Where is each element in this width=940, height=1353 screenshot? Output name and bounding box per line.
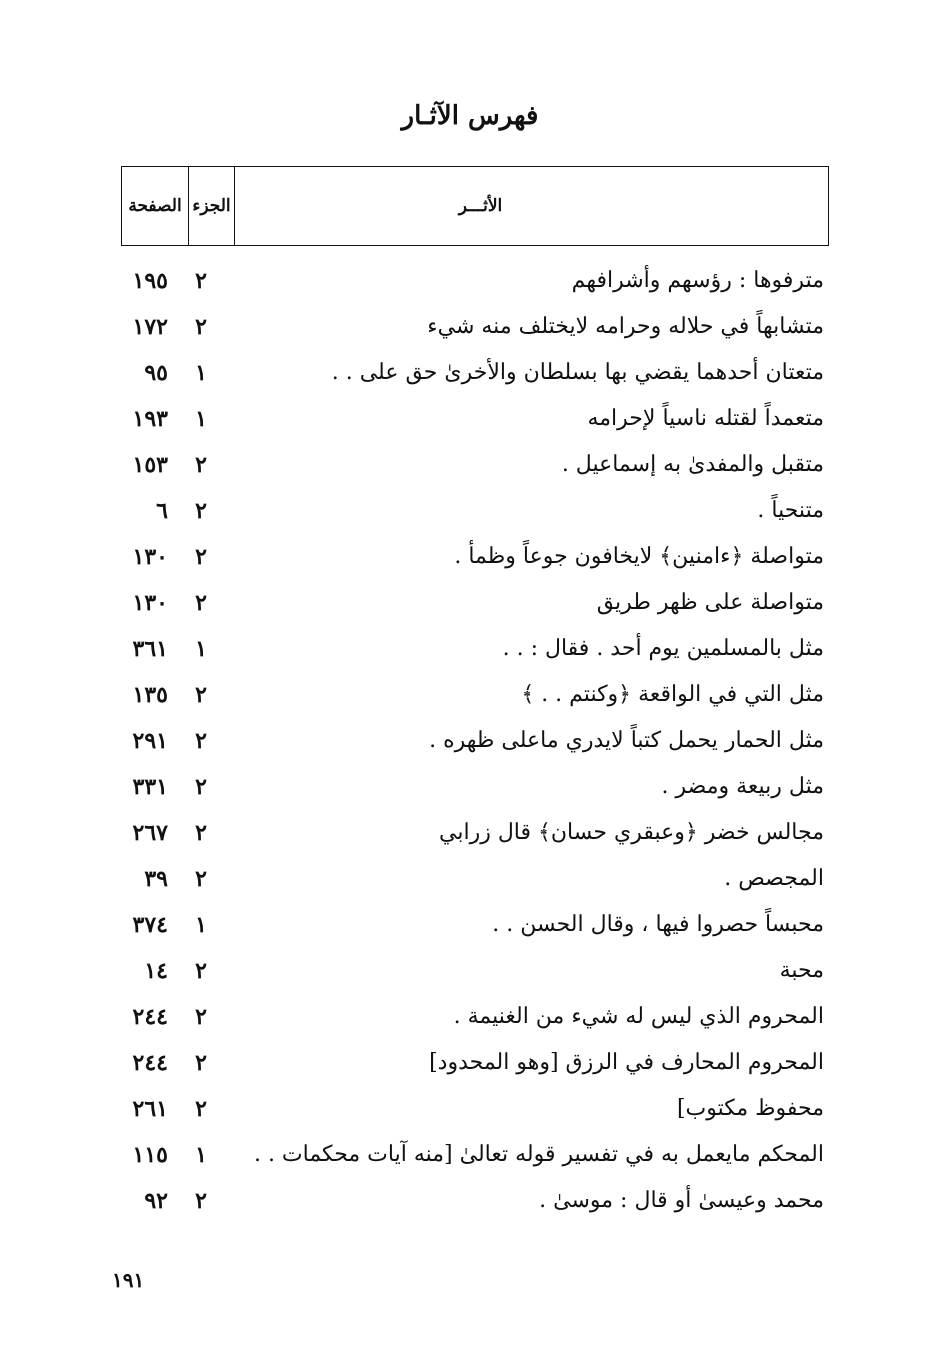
index-row: [0, 258, 940, 304]
header-page: الصفحة: [128, 196, 182, 216]
volume-number: ١: [195, 406, 207, 432]
athar-text: مثل التي في الواقعة ﴿وكنتم . . ﴾: [521, 682, 824, 707]
page-ref: ١٥٣: [132, 452, 168, 478]
index-row: [0, 948, 940, 994]
volume-number: ٢: [195, 728, 207, 754]
athar-text: متنحياً .: [757, 498, 824, 523]
page-ref: ١٣٥: [132, 682, 168, 708]
index-row: [0, 488, 940, 534]
page-ref: ٣٧٤: [132, 912, 168, 938]
volume-number: ١: [195, 912, 207, 938]
volume-number: ٢: [195, 498, 207, 524]
volume-number: ٢: [195, 1096, 207, 1122]
index-row: [0, 810, 940, 856]
index-row: [0, 902, 940, 948]
volume-number: ٢: [195, 268, 207, 294]
athar-text: المحروم المحارف في الرزق [وهو المحدود]: [429, 1050, 824, 1075]
volume-number: ١: [195, 636, 207, 662]
index-row: [0, 856, 940, 902]
athar-text: متواصلة ﴿ءامنين﴾ لايخافون جوعاً وظمأ .: [454, 544, 824, 569]
athar-text: محبساً حصروا فيها ، وقال الحسن . .: [492, 912, 824, 937]
athar-text: متشابهاً في حلاله وحرامه لايختلف منه شيء: [427, 314, 824, 339]
index-row: [0, 350, 940, 396]
athar-text: مثل الحمار يحمل كتباً لايدري ماعلى ظهره .: [429, 728, 824, 753]
page-ref: ٢٤٤: [132, 1050, 168, 1076]
page-ref: ١١٥: [132, 1142, 168, 1168]
index-row: [0, 1086, 940, 1132]
volume-number: ٢: [195, 1004, 207, 1030]
page-ref: ١٣٠: [132, 590, 168, 616]
page-ref: ١٣٠: [132, 544, 168, 570]
page-number: ١٩١: [112, 1268, 145, 1292]
index-row: [0, 534, 940, 580]
index-row: [0, 764, 940, 810]
volume-number: ٢: [195, 820, 207, 846]
volume-number: ٢: [195, 682, 207, 708]
athar-text: مجالس خضر ﴿وعبقري حسان﴾ قال زرابي: [439, 820, 824, 845]
volume-number: ٢: [195, 958, 207, 984]
index-list: [0, 258, 940, 1224]
index-row: [0, 580, 940, 626]
index-row: [0, 1178, 940, 1224]
volume-number: ٢: [195, 774, 207, 800]
header-athar: الأثـــر: [234, 167, 828, 245]
athar-text: متعمداً لقتله ناسياً لإحرامه: [587, 406, 824, 431]
page-ref: ٩٢: [144, 1188, 168, 1214]
page-ref: ٣٩: [144, 866, 168, 892]
page-ref: ٣٦١: [132, 636, 168, 662]
page-ref: ١٤: [144, 958, 168, 984]
page-ref: ١٧٢: [132, 314, 168, 340]
index-row: [0, 442, 940, 488]
athar-text: متواصلة على ظهر طريق: [596, 590, 824, 615]
volume-number: ٢: [195, 544, 207, 570]
athar-text: المحكم مايعمل به في تفسير قوله تعالىٰ [منه آيات محكمات . .: [253, 1142, 824, 1167]
page-ref: ٩٥: [144, 360, 168, 386]
page-ref: ٦: [156, 498, 168, 524]
volume-number: ٢: [195, 1188, 207, 1214]
table-header: [121, 166, 829, 246]
athar-text: مثل ربيعة ومضر .: [661, 774, 824, 799]
athar-text: المجصص .: [724, 866, 824, 891]
page-ref: ١٩٥: [132, 268, 168, 294]
header-juz: الجزء: [188, 167, 234, 245]
index-row: [0, 1132, 940, 1178]
page-ref: ٢٦٧: [132, 820, 168, 846]
athar-text: مترفوها : رؤسهم وأشرافهم: [571, 268, 824, 293]
athar-text: متعتان أحدهما يقضي بها بسلطان والأخرىٰ حق على . .: [331, 360, 824, 385]
page-ref: ٢٦١: [132, 1096, 168, 1122]
volume-number: ٢: [195, 314, 207, 340]
page-ref: ٣٣١: [132, 774, 168, 800]
index-row: [0, 304, 940, 350]
index-row: [0, 626, 940, 672]
volume-number: ٢: [195, 452, 207, 478]
index-row: [0, 396, 940, 442]
volume-number: ١: [195, 1142, 207, 1168]
athar-text: محفوظ مكتوب]: [676, 1096, 824, 1121]
index-row: [0, 994, 940, 1040]
athar-text: محبة: [779, 958, 824, 983]
athar-text: المحروم الذي ليس له شيء من الغنيمة .: [453, 1004, 824, 1029]
page-ref: ٢٤٤: [132, 1004, 168, 1030]
page-title: فهرس الآثـار: [401, 101, 539, 131]
volume-number: ٢: [195, 866, 207, 892]
athar-text: محمد وعيسىٰ أو قال : موسىٰ .: [539, 1188, 824, 1213]
volume-number: ١: [195, 360, 207, 386]
index-row: [0, 1040, 940, 1086]
page-ref: ٢٩١: [132, 728, 168, 754]
athar-text: متقبل والمفدىٰ به إسماعيل .: [561, 452, 824, 477]
index-row: [0, 718, 940, 764]
page-ref: ١٩٣: [132, 406, 168, 432]
volume-number: ٢: [195, 590, 207, 616]
volume-number: ٢: [195, 1050, 207, 1076]
index-row: [0, 672, 940, 718]
athar-text: مثل بالمسلمين يوم أحد . فقال : . .: [502, 636, 824, 661]
